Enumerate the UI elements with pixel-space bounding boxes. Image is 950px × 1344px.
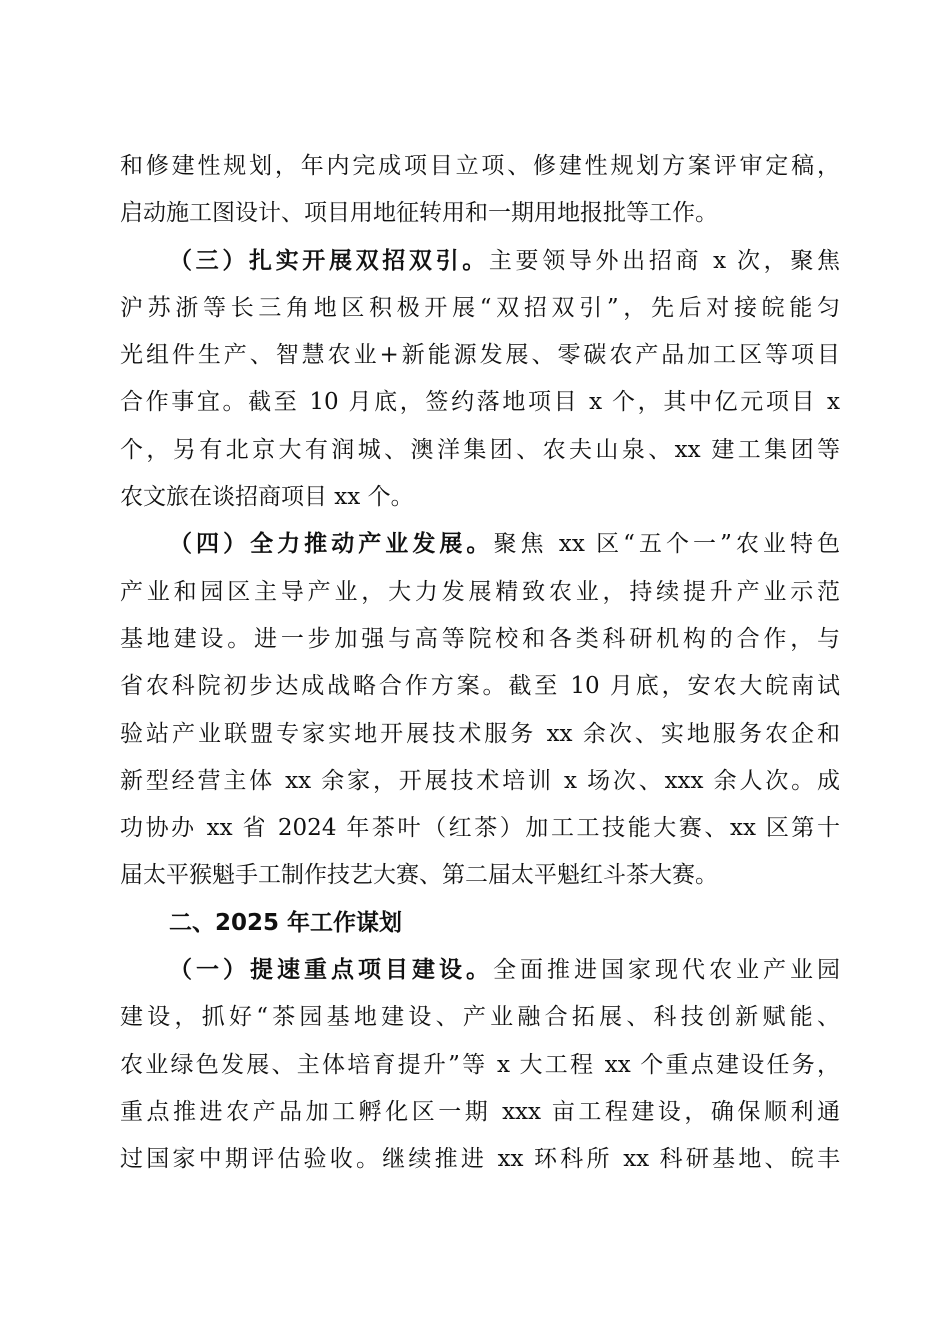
paragraph-3-line-5: 验站产业联盟专家实地开展技术服务 xx 余次、实地服务农企和: [120, 720, 840, 747]
paragraph-2-line-5: 个，另有北京大有润城、澳洋集团、农夫山泉、xx 建工集团等: [120, 436, 840, 463]
paragraph-1-line-2: 启动施工图设计、项目用地征转用和一期用地报批等工作。: [120, 200, 718, 227]
paragraph-3-line-6: 新型经营主体 xx 余家，开展技术培训 x 场次、xxx 余人次。成: [120, 767, 840, 794]
section-heading: 二、2025 年工作谋划: [169, 909, 403, 936]
paragraph-4-line-4: 重点推进农产品加工孵化区一期 xxx 亩工程建设，确保顺利通: [120, 1098, 840, 1125]
paragraph-4-line-1: [120, 947, 840, 994]
paragraph-4-line-2: 建设，抓好“茶园基地建设、产业融合拓展、科技创新赋能、: [120, 1004, 840, 1031]
paragraph-2-line-3: 光组件生产、智慧农业+新能源发展、零碳农产品加工区等项目: [120, 342, 840, 369]
paragraph-2-line-6: 农文旅在谈招商项目 xx 个。: [120, 484, 414, 511]
paragraph-3-line-7: 功协办 xx 省 2024 年茶叶（红茶）加工工技能大赛、xx 区第十: [120, 815, 840, 842]
paragraph-4-title: （一）提速重点项目建设。: [169, 957, 493, 984]
paragraph-4-text: 全面推进国家现代农业产业园: [493, 957, 840, 984]
paragraph-2-line-4: 合作事宜。截至 10 月底，签约落地项目 x 个，其中亿元项目 x: [120, 389, 840, 416]
paragraph-3-line-4: 省农科院初步达成战略合作方案。截至 10 月底，安农大皖南试: [120, 673, 840, 700]
paragraph-3-line-1: [120, 521, 840, 568]
paragraph-2-line-2: 沪苏浙等长三角地区积极开展“双招双引”，先后对接皖能匀: [120, 294, 840, 321]
paragraph-4-line-5: 过国家中期评估验收。继续推进 xx 环科所 xx 科研基地、皖丰: [120, 1146, 840, 1173]
paragraph-3-title: （四）全力推动产业发展。: [169, 531, 494, 558]
paragraph-4-line-3: 农业绿色发展、主体培育提升”等 x 大工程 xx 个重点建设任务，: [120, 1051, 840, 1078]
document-body: [120, 143, 840, 1184]
paragraph-2-text: 主要领导外出招商 x 次，聚焦: [488, 247, 840, 274]
paragraph-2-line-1: [120, 238, 840, 285]
paragraph-2-title: （三）扎实开展双招双引。: [169, 247, 489, 274]
paragraph-3-line-8: 届太平猴魁手工制作技艺大赛、第二届太平魁红斗茶大赛。: [120, 862, 718, 889]
paragraph-3-line-3: 基地建设。进一步加强与高等院校和各类科研机构的合作，与: [120, 625, 840, 652]
paragraph-1-line-1: 和修建性规划，年内完成项目立项、修建性规划方案评审定稿，: [120, 153, 840, 179]
paragraph-3-line-2: 产业和园区主导产业，大力发展精致农业，持续提升产业示范: [120, 578, 840, 605]
paragraph-3-text: 聚焦 xx 区“五个一”农业特色: [493, 531, 840, 558]
